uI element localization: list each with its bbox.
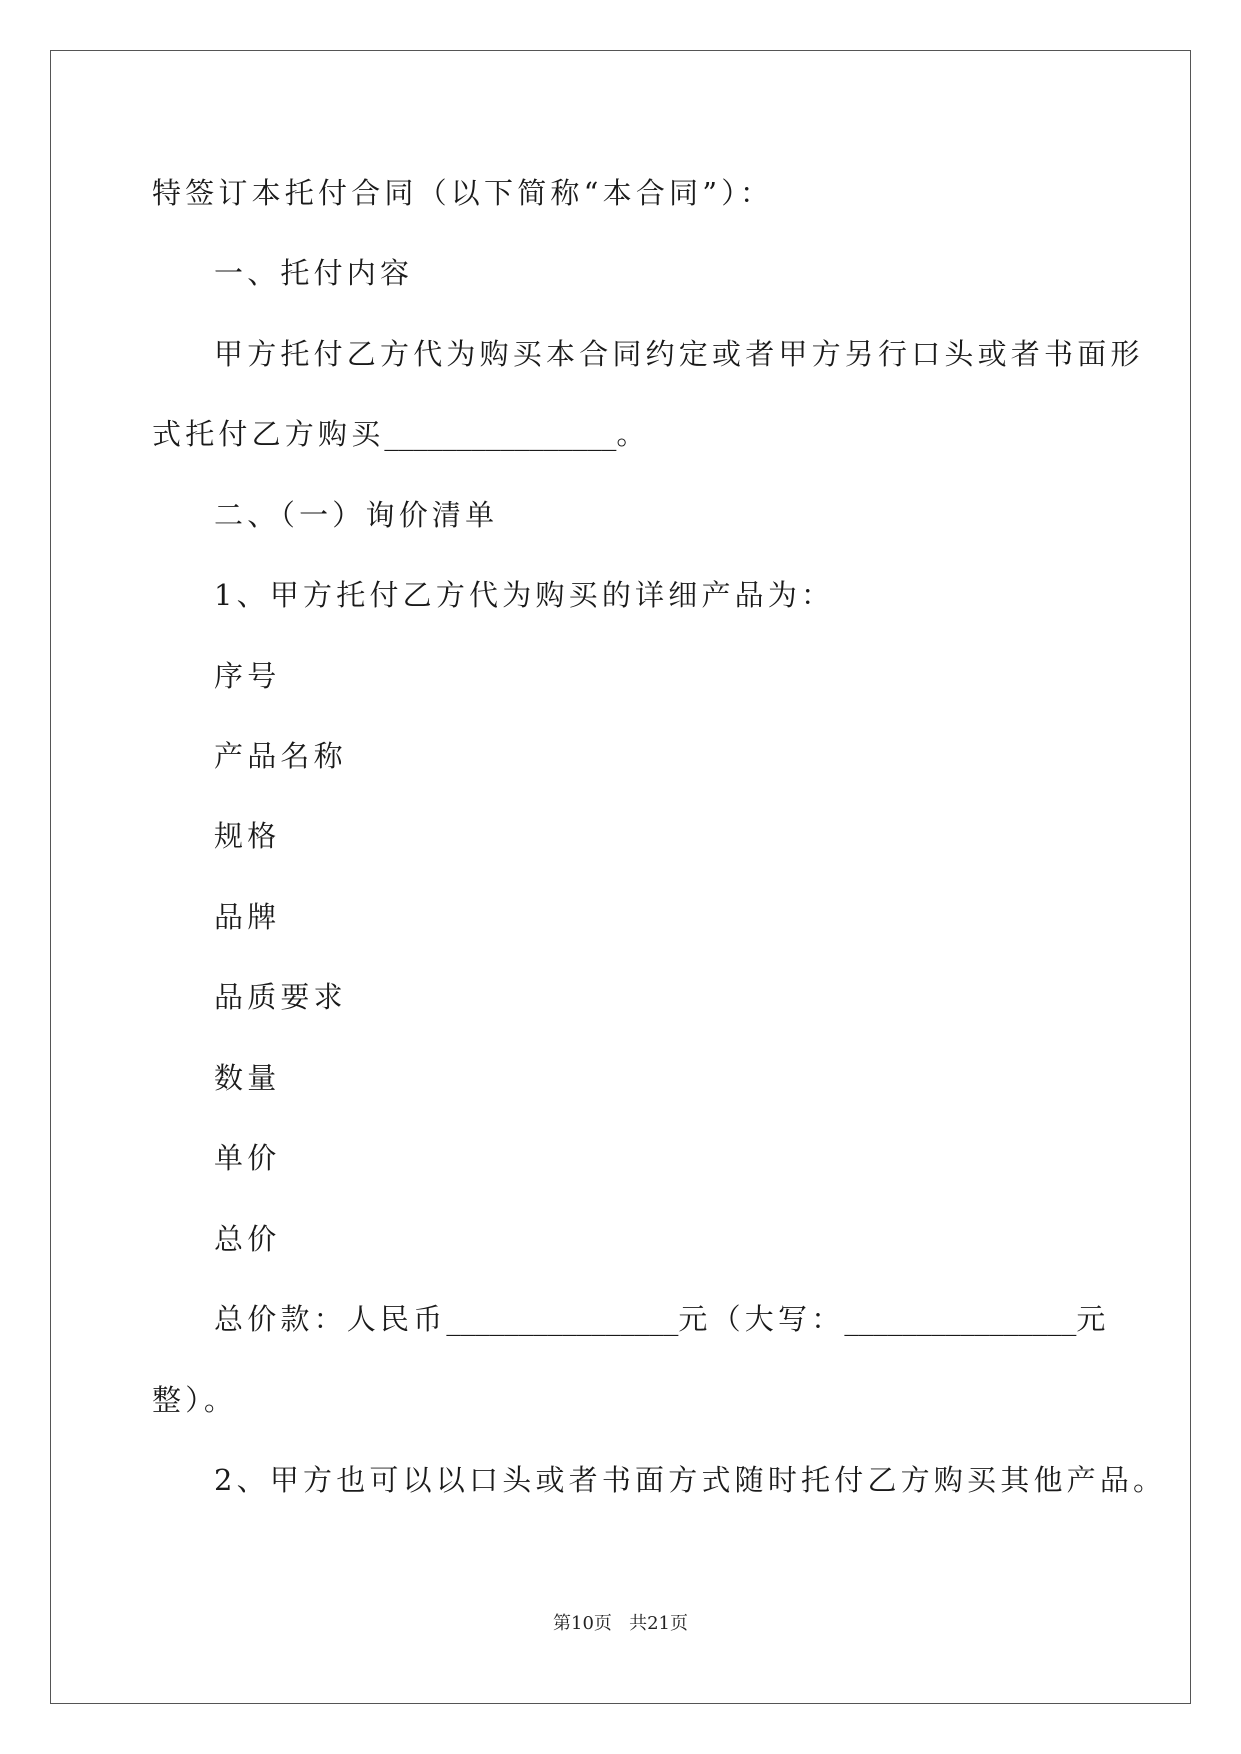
- field-specification-text: 规格: [214, 819, 281, 853]
- field-brand: [214, 897, 280, 937]
- field-quality-requirements-text: 品质要求: [214, 980, 347, 1014]
- page-footer: [0, 1612, 1241, 1636]
- field-unit-price: [214, 1138, 280, 1178]
- total-amount-line-end: [152, 1380, 237, 1420]
- section-1-heading: [214, 253, 413, 293]
- footer-gap: [612, 1613, 629, 1634]
- section-2-heading-text: 二、（一）询价清单: [214, 498, 499, 532]
- clause-1-text: 1、甲方托付乙方代为购买的详细产品为：: [214, 578, 835, 612]
- page-number: 10: [571, 1613, 594, 1634]
- total-suffix: 页: [669, 1613, 688, 1634]
- field-quantity: [214, 1058, 280, 1098]
- intro-text: 特签订本托付合同（以下简称“本合同”）：: [152, 176, 774, 210]
- field-unit-price-text: 单价: [214, 1141, 281, 1175]
- field-quality-requirements: [214, 977, 347, 1017]
- field-specification: [214, 816, 280, 856]
- field-product-name: [214, 736, 347, 776]
- total-words-blank: ________________: [844, 1302, 1077, 1336]
- field-total-price-text: 总价: [214, 1222, 281, 1256]
- section-2-heading: [214, 495, 498, 535]
- purchase-item-blank: ________________: [384, 417, 617, 451]
- total-pages: 21: [647, 1613, 670, 1634]
- total-words-label: 元（大写：: [678, 1302, 845, 1336]
- total-amount-end-text: 整）。: [152, 1383, 238, 1417]
- clause-2-line: [214, 1460, 1166, 1500]
- section-1-heading-text: 一、托付内容: [214, 256, 414, 290]
- section-1-body-text-2: 式托付乙方购买: [152, 417, 385, 451]
- page-border: [50, 50, 1191, 1704]
- field-serial-number-text: 序号: [214, 659, 281, 693]
- total-rmb-blank: ________________: [446, 1302, 679, 1336]
- intro-line: [152, 173, 773, 213]
- total-amount-label: 总价款：人民币: [214, 1302, 447, 1336]
- field-product-name-text: 产品名称: [214, 739, 347, 773]
- page-prefix: 第: [553, 1613, 571, 1634]
- field-serial-number: [214, 656, 280, 696]
- clause-1-line: [214, 575, 834, 615]
- clause-2-text: 2、甲方也可以以口头或者书面方式随时托付乙方购买其他产品。: [214, 1463, 1167, 1497]
- total-prefix: 共: [629, 1613, 648, 1634]
- field-total-price: [214, 1219, 280, 1259]
- field-quantity-text: 数量: [214, 1061, 281, 1095]
- field-brand-text: 品牌: [214, 900, 281, 934]
- section-1-body-line-1: [214, 334, 1144, 374]
- sentence-end-mark: 。: [616, 417, 650, 451]
- page-suffix: 页: [593, 1613, 612, 1634]
- section-1-body-text-1: 甲方托付乙方代为购买本合同约定或者甲方另行口头或者书面形: [214, 337, 1144, 371]
- total-amount-line: [214, 1299, 1110, 1339]
- section-1-body-line-2: [152, 414, 650, 454]
- yuan-unit: 元: [1076, 1302, 1110, 1336]
